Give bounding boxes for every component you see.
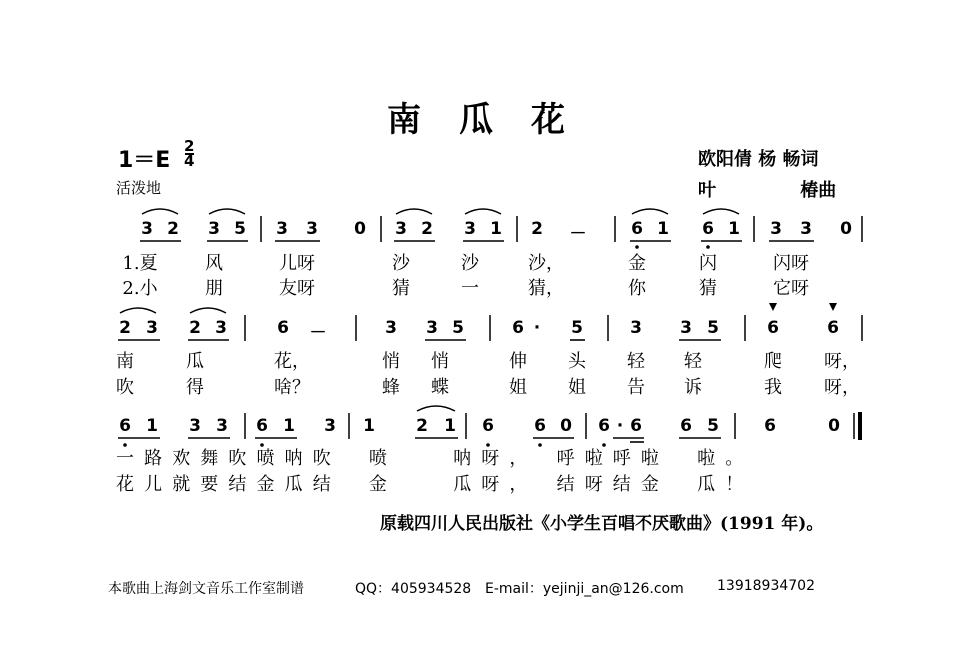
lyric-verse-2: 蜂 — [382, 377, 400, 398]
note: · — [533, 318, 541, 338]
note: 1 — [146, 416, 158, 436]
note: 5 — [707, 318, 719, 338]
page-title: 南瓜花 — [387, 100, 603, 140]
lyric-verse-2: 姐 — [509, 377, 527, 398]
lyric-verse-2: 蝶 — [431, 377, 449, 398]
footer-phone: 13918934702 — [717, 578, 815, 594]
octave-dot — [602, 443, 606, 447]
lyric-verse-2: 姐 — [568, 377, 586, 398]
lyric-verse-1: 沙 — [392, 253, 410, 274]
note: 3 — [306, 219, 318, 239]
slur — [417, 406, 455, 411]
octave-dot — [260, 443, 264, 447]
time-signature-top: 2 — [184, 137, 195, 155]
note: 0 — [560, 416, 572, 436]
note: 0 — [840, 219, 852, 239]
lyric-verse-2: 朋 — [205, 278, 223, 299]
lyricist-credit: 欧阳倩 杨 畅词 — [698, 149, 819, 170]
lyric-verse-1: 闪 — [699, 253, 717, 274]
note: 3 — [216, 416, 228, 436]
note: 6 — [534, 416, 546, 436]
note: 6 — [764, 416, 776, 436]
note: 3 — [680, 318, 692, 338]
lyric-verse-2: 友呀 — [279, 278, 315, 299]
note: 3 — [800, 219, 812, 239]
note: 6 — [256, 416, 268, 436]
note: 1 — [283, 416, 295, 436]
note: 6 — [630, 416, 642, 436]
note: － — [309, 323, 327, 343]
lyric-verse-1: 爬 — [764, 351, 782, 372]
lyric-verse-1: 闪呀 — [773, 253, 809, 274]
octave-dot — [538, 443, 542, 447]
note: 5 — [707, 416, 719, 436]
note: 2 — [167, 219, 179, 239]
note: 3 — [770, 219, 782, 239]
lyric-verse-1: 金 — [628, 253, 646, 274]
lyric-verse-2: 你 — [628, 278, 646, 299]
lyric-verse-1: 头 — [568, 351, 586, 372]
footer-email: E-mail：yejinji_an@126.com — [485, 581, 684, 597]
lyric-verse-1: 沙 — [461, 253, 479, 274]
composer-credit: 叶 椿曲 — [698, 180, 837, 201]
footer-qq: QQ：405934528 — [355, 581, 472, 597]
note: 0 — [354, 219, 366, 239]
lyric-verse-1: 南 — [116, 351, 134, 372]
lyric-verse-2: 告 — [627, 377, 645, 398]
note: 3 — [324, 416, 336, 436]
lyric-verse-1: 1.夏 — [122, 253, 158, 274]
note: 2 — [416, 416, 428, 436]
note: 3 — [464, 219, 476, 239]
tempo-marking: 活泼地 — [116, 179, 162, 197]
note: 1 — [444, 416, 456, 436]
note: 6 — [277, 318, 289, 338]
note: 6 — [119, 416, 131, 436]
lyric-verse-2: 啥？ — [274, 377, 310, 398]
lyric-verse-1: 花， — [274, 351, 310, 372]
note: 1 — [728, 219, 740, 239]
slur — [120, 308, 156, 313]
lyric-verse-2: 一 — [461, 278, 479, 299]
note: 0 — [828, 416, 840, 436]
footer-maker: 本歌曲上海剑文音乐工作室制谱 — [108, 581, 304, 597]
note: 1 — [657, 219, 669, 239]
note: 6 — [598, 416, 610, 436]
note: 3 — [189, 416, 201, 436]
note: 6 — [512, 318, 524, 338]
lyric-verse-2: 猜 — [699, 278, 717, 299]
note: 3 — [395, 219, 407, 239]
note: 3 — [141, 219, 153, 239]
lyric-verse-2: 猜， — [528, 278, 564, 299]
lyric-verse-1: 轻 — [684, 351, 702, 372]
note: 3 — [276, 219, 288, 239]
octave-dot — [123, 443, 127, 447]
note: 1 — [490, 219, 502, 239]
lyric-verse-1: 一路欢舞吹喷呐吹 喷 呐呀， 呼啦呼啦 啦。 — [116, 448, 754, 469]
note: 6 — [827, 318, 839, 338]
slur — [703, 209, 739, 214]
note: 6 — [631, 219, 643, 239]
note: 3 — [630, 318, 642, 338]
note: － — [569, 224, 587, 244]
note: 5 — [452, 318, 464, 338]
key-signature: 1＝E — [118, 148, 171, 173]
lyric-verse-2: 吹 — [116, 377, 134, 398]
octave-dot — [706, 245, 710, 249]
note: 3 — [385, 318, 397, 338]
octave-dot — [486, 443, 490, 447]
note: 5 — [571, 318, 583, 338]
note: 2 — [531, 219, 543, 239]
lyric-verse-2: 呀， — [824, 377, 860, 398]
lyric-verse-2: 2.小 — [122, 278, 158, 299]
slur — [465, 209, 501, 214]
lyric-verse-2: 诉 — [684, 377, 702, 398]
lyric-verse-1: 沙， — [528, 253, 564, 274]
lyric-verse-2: 猜 — [392, 278, 410, 299]
source-note: 原载四川人民出版社《小学生百唱不厌歌曲》(1991 年)。 — [380, 514, 824, 534]
note: 3 — [208, 219, 220, 239]
accent-mark — [769, 303, 777, 311]
lyric-verse-1: 瓜 — [186, 351, 204, 372]
lyric-verse-1: 伸 — [509, 351, 527, 372]
lyric-verse-1: 呀， — [824, 351, 860, 372]
slur — [632, 209, 668, 214]
note: 3 — [146, 318, 158, 338]
note: 3 — [426, 318, 438, 338]
note: 2 — [189, 318, 201, 338]
accent-mark — [829, 303, 837, 311]
note: 5 — [234, 219, 246, 239]
slur — [190, 308, 226, 313]
note: 6 — [482, 416, 494, 436]
lyric-verse-1: 轻 — [627, 351, 645, 372]
slur — [209, 209, 245, 214]
note: 6 — [767, 318, 779, 338]
lyric-verse-2: 它呀 — [773, 278, 809, 299]
note: 3 — [215, 318, 227, 338]
slur — [396, 209, 432, 214]
lyric-verse-1: 儿呀 — [279, 253, 315, 274]
note: 6 — [702, 219, 714, 239]
note: · — [616, 416, 624, 436]
time-signature-bottom: 4 — [184, 152, 195, 170]
note: 2 — [119, 318, 131, 338]
octave-dot — [635, 245, 639, 249]
note: 6 — [680, 416, 692, 436]
lyric-verse-2: 得 — [186, 377, 204, 398]
note: 2 — [421, 219, 433, 239]
slur — [142, 209, 178, 214]
lyric-verse-1: 悄 — [382, 351, 400, 372]
lyric-verse-2: 我 — [764, 377, 782, 398]
lyric-verse-2: 花儿就要结金瓜结 金 瓜呀， 结呀结金 瓜！ — [116, 474, 754, 495]
lyric-verse-1: 风 — [205, 253, 223, 274]
note: 1 — [363, 416, 375, 436]
lyric-verse-1: 悄 — [431, 351, 449, 372]
